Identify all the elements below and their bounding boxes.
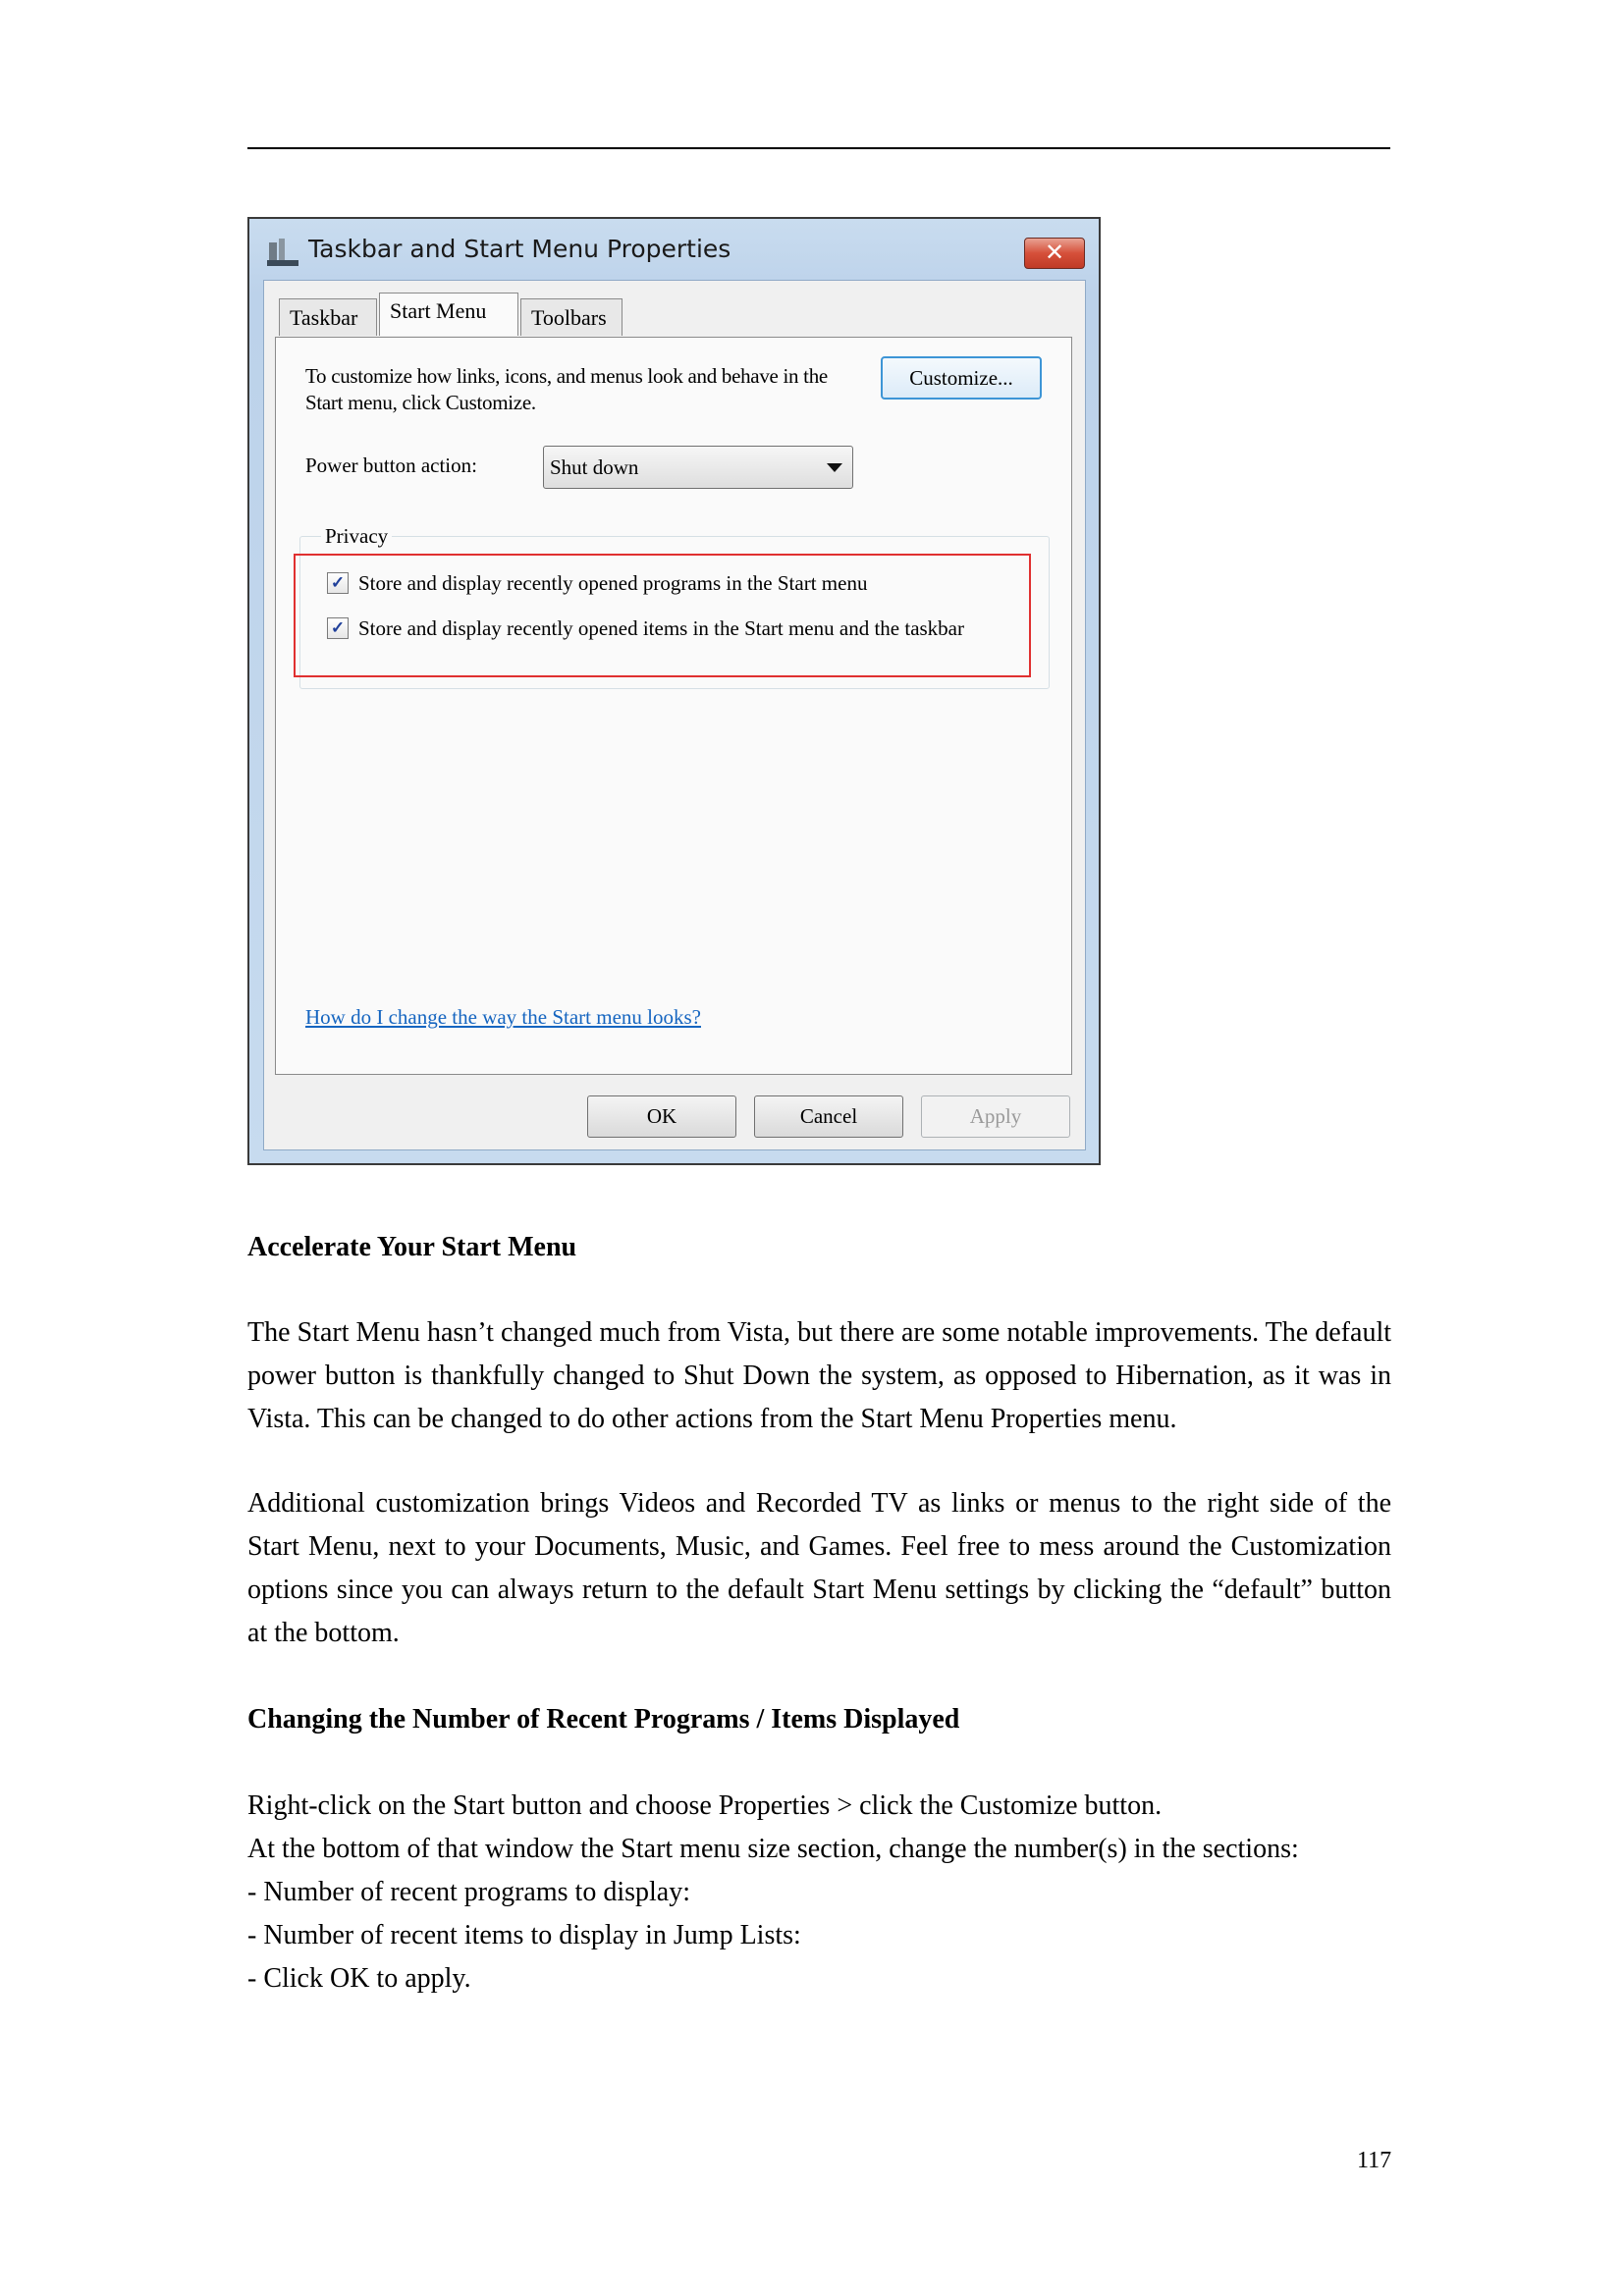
tab-label: Taskbar	[290, 305, 358, 330]
power-button-action-select[interactable]	[543, 446, 853, 489]
section-heading-accelerate: Accelerate Your Start Menu	[247, 1232, 577, 1262]
checkbox-recent-items[interactable]: ✓	[327, 617, 349, 639]
section-heading-recent: Changing the Number of Recent Programs / Items Displayed	[247, 1704, 960, 1735]
checkbox-label: Store and display recently opened programs in the Start menu	[358, 571, 868, 595]
start-menu-tab-panel	[275, 337, 1072, 1075]
title-bar	[249, 219, 1099, 280]
close-button[interactable]	[1024, 238, 1085, 269]
dialog-title: Taskbar and Start Menu Properties	[308, 235, 731, 263]
tab-label: Start Menu	[390, 298, 487, 323]
tab-start-menu[interactable]	[379, 293, 518, 336]
customize-button[interactable]: Customize...	[881, 356, 1042, 400]
power-button-value: Shut down	[550, 455, 639, 479]
chevron-down-icon	[827, 463, 842, 472]
instruction-line: Right-click on the Start button and choose Properties > click the Customize button.	[247, 1790, 1163, 1821]
ok-button[interactable]: OK	[587, 1095, 736, 1138]
instruction-line: - Number of recent programs to display:	[247, 1877, 690, 1907]
instruction-line: - Number of recent items to display in Jump Lists:	[247, 1920, 801, 1950]
apply-button[interactable]: Apply	[921, 1095, 1070, 1138]
tab-toolbars[interactable]	[520, 298, 623, 336]
help-link[interactable]: How do I change the way the Start menu looks?	[305, 1005, 701, 1029]
paragraph-2: Additional customization brings Videos and Recorded TV as links or menus to the right side of the Start Menu, next to your Documents, Music, and Games. Feel free to mess around the Customization options since you can always return to the default Start Menu settings by clicking the “default” button at the bottom.	[247, 1488, 1391, 1648]
cancel-button[interactable]: Cancel	[754, 1095, 903, 1138]
checkbox-recent-programs[interactable]: ✓	[327, 572, 349, 594]
close-icon: ✕	[1044, 239, 1065, 266]
privacy-label: Privacy	[321, 524, 392, 549]
header-rule	[247, 147, 1390, 149]
page-number: 117	[1357, 2148, 1392, 2173]
power-button-label: Power button action:	[305, 454, 477, 477]
paragraph-1: The Start Menu hasn’t changed much from Vista, but there are some notable improvements. The default power button is thankfully changed to Shut Down the system, as opposed to Hibernation, as it was in Vista. This can be changed to do other actions from the Start Menu Properties menu.	[247, 1317, 1391, 1434]
tab-taskbar[interactable]	[279, 298, 377, 336]
tab-label: Toolbars	[531, 305, 607, 330]
customize-description: To customize how links, icons, and menus look and behave in the Start menu, click Customize.	[305, 364, 828, 414]
checkbox-label: Store and display recently opened items in the Start menu and the taskbar	[358, 616, 964, 640]
taskbar-icon	[267, 239, 298, 266]
instruction-line: At the bottom of that window the Start menu size section, change the number(s) in the sections:	[247, 1834, 1299, 1864]
instruction-line: - Click OK to apply.	[247, 1963, 471, 1994]
